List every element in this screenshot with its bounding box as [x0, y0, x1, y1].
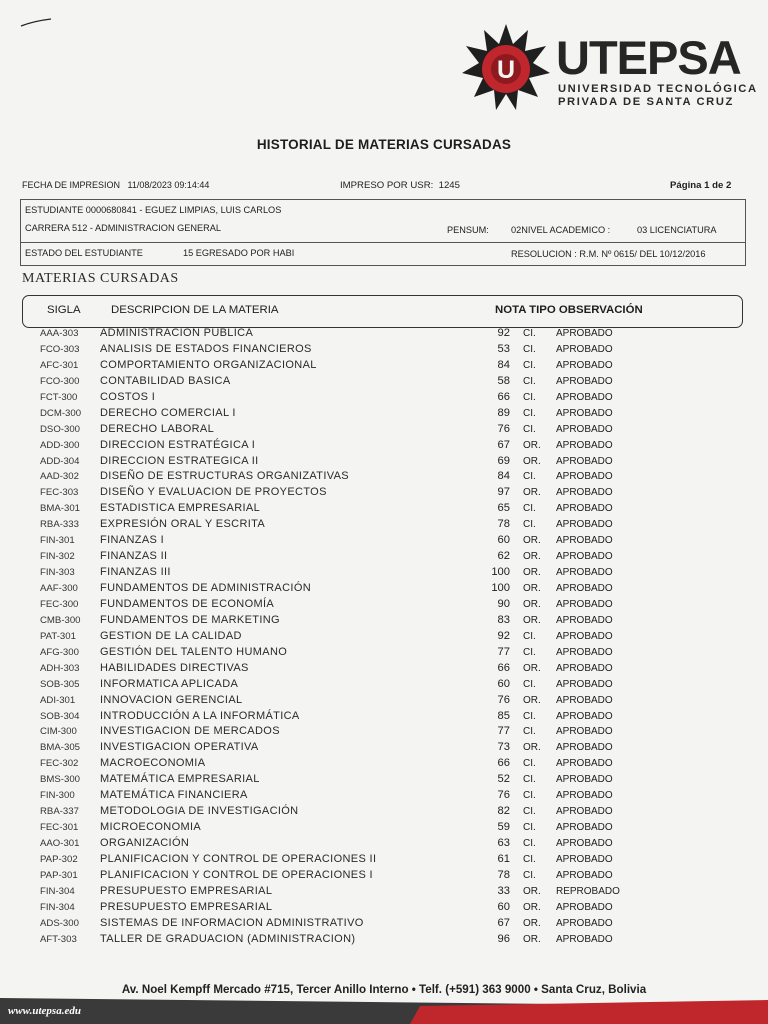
subject-name: PLANIFICACION Y CONTROL DE OPERACIONES II	[100, 852, 377, 865]
subject-status: APROBADO	[556, 375, 613, 387]
student-info-box	[20, 199, 746, 266]
table-row	[0, 916, 768, 932]
subject-grade: 63	[497, 837, 510, 849]
subject-grade: 82	[497, 805, 510, 818]
subject-type: CI.	[523, 774, 536, 786]
subject-status: APROBADO	[556, 646, 613, 658]
logo-subtitle-line1: UNIVERSIDAD TECNOLÓGICA	[558, 83, 758, 95]
subject-name: ORGANIZACIÓN	[100, 837, 190, 849]
degree-level: 03 LICENCIATURA	[637, 225, 717, 235]
subject-code: FEC-300	[40, 598, 79, 610]
subject-status: APROBADO	[556, 407, 613, 419]
printed-by	[340, 180, 460, 191]
pen-mark	[20, 18, 52, 28]
subject-status: APROBADO	[556, 471, 613, 483]
academic-level: 02NIVEL ACADEMICO :	[511, 225, 611, 235]
subject-code: FCO-303	[40, 343, 80, 355]
subject-code: RBA-337	[40, 806, 79, 818]
subject-code: FCO-300	[40, 375, 80, 387]
subject-name: DIRECCION ESTRATÉGICA I	[100, 438, 256, 451]
subject-grade: 92	[497, 327, 510, 339]
subject-grade: 96	[497, 932, 510, 945]
print-date-value: 11/08/2023 09:14:44	[127, 180, 210, 190]
utepsa-logo	[462, 22, 758, 114]
column-nota-tipo-observacion: NOTA TIPO OBSERVACIÓN	[495, 304, 643, 316]
table-header	[22, 295, 743, 328]
subjects-table	[0, 326, 768, 948]
table-row	[0, 724, 768, 740]
subject-name: COMPORTAMIENTO ORGANIZACIONAL	[100, 358, 317, 371]
subject-code: BMA-301	[40, 503, 80, 515]
subject-type: CI.	[523, 822, 536, 834]
subject-name: INVESTIGACION OPERATIVA	[100, 741, 259, 754]
subject-grade: 60	[497, 677, 510, 690]
table-row	[0, 501, 768, 517]
subject-name: MATEMÁTICA EMPRESARIAL	[100, 773, 260, 786]
subject-grade: 73	[497, 741, 510, 754]
subject-type: OR.	[523, 583, 541, 594]
subject-grade: 60	[497, 900, 510, 913]
subject-grade: 90	[497, 597, 510, 610]
student-career: CARRERA 512 - ADMINISTRACION GENERAL	[25, 223, 222, 233]
subject-name: SISTEMAS DE INFORMACION ADMINISTRATIVO	[100, 916, 364, 929]
subject-type: OR.	[523, 598, 541, 610]
subject-status: APROBADO	[556, 567, 613, 579]
table-row	[0, 709, 768, 725]
student-status-label: ESTADO DEL ESTUDIANTE	[25, 248, 143, 258]
subject-status: APROBADO	[556, 678, 613, 690]
subject-code: CMB-300	[40, 614, 81, 626]
subject-status: APROBADO	[556, 806, 613, 818]
table-row	[0, 374, 768, 390]
subject-type: OR.	[523, 487, 541, 499]
subject-status: APROBADO	[556, 790, 613, 802]
footer-address: Av. Noel Kempff Mercado #715, Tercer Anillo Interno • Telf. (+591) 363 9000 • Santa Cruz, Bolivia	[121, 983, 647, 996]
column-descripcion: DESCRIPCION DE LA MATERIA	[111, 304, 279, 316]
subject-grade: 60	[497, 534, 510, 547]
subject-grade: 53	[497, 342, 510, 355]
subject-code: SOB-305	[40, 678, 80, 690]
page-number: Página 1 de 2	[670, 180, 732, 191]
subject-code: FIN-304	[40, 901, 75, 913]
subject-type: CI.	[523, 630, 536, 642]
subject-grade: 52	[497, 773, 510, 786]
subject-name: MATEMÁTICA FINANCIERA	[100, 789, 248, 802]
subject-type: CI.	[523, 678, 536, 690]
subject-status: APROBADO	[556, 343, 613, 355]
subject-name: PRESUPUESTO EMPRESARIAL	[100, 884, 273, 897]
subject-type: CI.	[523, 838, 536, 849]
subject-type: OR.	[523, 917, 541, 929]
subject-grade: 76	[497, 422, 510, 435]
logo-subtitle-line2: PRIVADA DE SANTA CRUZ	[558, 96, 734, 108]
subject-status: APROBADO	[556, 455, 613, 467]
subject-type: OR.	[523, 614, 541, 626]
subject-name: PLANIFICACION Y CONTROL DE OPERACIONES I	[100, 868, 373, 881]
subject-type: OR.	[523, 567, 541, 579]
subject-type: OR.	[523, 535, 541, 547]
subject-status: APROBADO	[556, 742, 613, 754]
subject-grade: 76	[497, 789, 510, 802]
subject-grade: 97	[497, 486, 510, 499]
table-row	[0, 422, 768, 438]
subject-code: FEC-301	[40, 822, 79, 834]
subject-name: CONTABILIDAD BASICA	[100, 374, 231, 387]
table-row	[0, 485, 768, 501]
printed-by-label: IMPRESO POR USR:	[340, 180, 434, 191]
table-row	[0, 693, 768, 709]
subject-code: PAP-301	[40, 869, 78, 881]
subject-name: FUNDAMENTOS DE ECONOMÍA	[100, 597, 275, 610]
subject-status: APROBADO	[556, 487, 613, 499]
subject-grade: 67	[497, 438, 510, 451]
subject-grade: 89	[497, 406, 510, 419]
subject-type: OR.	[523, 551, 541, 563]
subject-code: PAP-302	[40, 853, 78, 865]
table-row	[0, 597, 768, 613]
table-row	[0, 358, 768, 374]
subject-name: GESTION DE LA CALIDAD	[100, 629, 242, 642]
subject-grade: 83	[497, 613, 510, 626]
table-row	[0, 645, 768, 661]
subject-type: CI.	[523, 423, 536, 435]
table-row	[0, 549, 768, 565]
logo-wordmark: UTEPSA	[556, 31, 741, 84]
subject-grade: 100	[491, 582, 510, 594]
resolution: RESOLUCION : R.M. Nº 0615/ DEL 10/12/2016	[511, 249, 706, 259]
subject-type: CI.	[523, 726, 536, 738]
table-row	[0, 533, 768, 549]
subject-code: AAA-303	[40, 328, 79, 339]
subject-code: AFC-301	[40, 359, 79, 371]
subject-type: OR.	[523, 885, 541, 897]
subject-code: FIN-304	[40, 885, 75, 897]
subject-name: DISEÑO DE ESTRUCTURAS ORGANIZATIVAS	[100, 470, 349, 483]
subject-status: APROBADO	[556, 423, 613, 435]
subject-name: INFORMATICA APLICADA	[100, 677, 239, 690]
subject-type: CI.	[523, 407, 536, 419]
subject-name: ANALISIS DE ESTADOS FINANCIEROS	[100, 342, 312, 355]
subject-grade: 84	[497, 358, 510, 371]
print-date	[22, 180, 209, 190]
subject-grade: 62	[497, 550, 510, 563]
table-row	[0, 868, 768, 884]
subject-name: PRESUPUESTO EMPRESARIAL	[100, 900, 273, 913]
subject-name: FUNDAMENTOS DE MARKETING	[100, 613, 280, 626]
subject-code: DCM-300	[40, 407, 82, 419]
subject-type: CI.	[523, 328, 536, 339]
subject-name: GESTIÓN DEL TALENTO HUMANO	[100, 645, 288, 658]
subject-name: DERECHO LABORAL	[100, 422, 215, 435]
subject-name: TALLER DE GRADUACION (ADMINISTRACION)	[100, 932, 356, 945]
table-row	[0, 342, 768, 358]
subject-type: CI.	[523, 391, 536, 403]
subject-code: AAO-301	[40, 838, 80, 849]
subject-type: OR.	[523, 742, 541, 754]
document-title: HISTORIAL DE MATERIAS CURSADAS	[256, 137, 512, 152]
subject-type: CI.	[523, 806, 536, 818]
table-row	[0, 613, 768, 629]
table-row	[0, 390, 768, 406]
logo-mark-letter: U	[496, 56, 516, 84]
table-row	[0, 661, 768, 677]
subject-status: APROBADO	[556, 535, 613, 547]
subject-status: APROBADO	[556, 694, 613, 706]
subject-status: APROBADO	[556, 710, 613, 722]
table-row	[0, 677, 768, 693]
table-row	[0, 772, 768, 788]
subject-status: APROBADO	[556, 519, 613, 531]
subject-name: MACROECONOMIA	[100, 757, 206, 770]
subject-grade: 67	[497, 916, 510, 929]
student-name: ESTUDIANTE 0000680841 - EGUEZ LIMPIAS, LUIS CARLOS	[25, 205, 282, 215]
subject-grade: 77	[497, 645, 510, 658]
subject-status: APROBADO	[556, 598, 613, 610]
subject-name: INTRODUCCIÓN A LA INFORMÁTICA	[100, 709, 300, 722]
subject-name: FINANZAS II	[100, 550, 168, 563]
subject-status: APROBADO	[556, 503, 613, 515]
table-row	[0, 740, 768, 756]
subject-grade: 77	[497, 725, 510, 738]
subject-status: APROBADO	[556, 838, 613, 849]
subject-grade: 66	[497, 390, 510, 403]
subject-type: OR.	[523, 933, 541, 945]
subject-code: ADH-303	[40, 662, 80, 674]
subject-grade: 66	[497, 661, 510, 674]
subject-status: APROBADO	[556, 662, 613, 674]
subject-code: RBA-333	[40, 519, 79, 531]
table-row	[0, 326, 768, 342]
subject-grade: 92	[497, 629, 510, 642]
subject-code: BMA-305	[40, 742, 80, 754]
table-row	[0, 900, 768, 916]
subject-type: CI.	[523, 790, 536, 802]
subject-code: AAD-302	[40, 471, 79, 483]
subject-name: ADMINISTRACION PUBLICA	[100, 327, 254, 339]
subject-name: EXPRESIÓN ORAL Y ESCRITA	[100, 518, 266, 531]
subject-code: DSO-300	[40, 423, 80, 435]
footer-website-link[interactable]: www.utepsa.edu	[8, 1005, 81, 1017]
table-row	[0, 804, 768, 820]
utepsa-star-icon	[462, 22, 550, 112]
section-heading: MATERIAS CURSADAS	[22, 271, 179, 286]
subject-grade: 66	[497, 757, 510, 770]
subject-code: AFG-300	[40, 646, 79, 658]
table-row	[0, 788, 768, 804]
subject-code: AFT-303	[40, 933, 77, 945]
student-status-value: 15 EGRESADO POR HABI	[183, 248, 295, 258]
subject-status: APROBADO	[556, 359, 613, 371]
table-row	[0, 884, 768, 900]
subject-type: CI.	[523, 343, 536, 355]
subject-code: FIN-303	[40, 567, 75, 579]
table-row	[0, 756, 768, 772]
subject-grade: 85	[497, 709, 510, 722]
subject-code: FIN-300	[40, 790, 75, 802]
subject-type: CI.	[523, 503, 536, 515]
subject-status: APROBADO	[556, 869, 613, 881]
subject-grade: 65	[497, 502, 510, 515]
table-row	[0, 469, 768, 485]
subject-status: APROBADO	[556, 391, 613, 403]
column-sigla: SIGLA	[47, 304, 81, 316]
subject-status: APROBADO	[556, 901, 613, 913]
printed-by-value: 1245	[438, 180, 460, 191]
subject-code: FEC-303	[40, 487, 79, 499]
subject-type: CI.	[523, 853, 536, 865]
subject-code: ADI-301	[40, 694, 76, 706]
subject-name: FINANZAS III	[100, 566, 171, 579]
subject-grade: 69	[497, 454, 510, 467]
subject-type: CI.	[523, 519, 536, 531]
subject-code: FIN-301	[40, 535, 75, 547]
subject-type: CI.	[523, 375, 536, 387]
subject-name: ESTADISTICA EMPRESARIAL	[100, 502, 261, 515]
table-row	[0, 565, 768, 581]
subject-name: COSTOS I	[100, 390, 156, 403]
table-row	[0, 836, 768, 852]
subject-grade: 33	[497, 884, 510, 897]
subject-type: CI.	[523, 471, 536, 483]
logo-subtitle	[558, 83, 758, 109]
subject-code: PAT-301	[40, 630, 76, 642]
subject-grade: 76	[497, 693, 510, 706]
subject-name: DERECHO COMERCIAL I	[100, 406, 236, 419]
subject-name: MICROECONOMIA	[100, 821, 202, 834]
subject-grade: 59	[497, 821, 510, 834]
subject-status: APROBADO	[556, 630, 613, 642]
table-row	[0, 438, 768, 454]
subject-name: HABILIDADES DIRECTIVAS	[100, 661, 249, 674]
subject-name: INNOVACION GERENCIAL	[100, 693, 243, 706]
table-row	[0, 629, 768, 645]
subject-name: FINANZAS I	[100, 534, 165, 547]
subject-name: FUNDAMENTOS DE ADMINISTRACIÓN	[100, 582, 312, 594]
subject-status: APROBADO	[556, 439, 613, 451]
subject-status: APROBADO	[556, 758, 613, 770]
subject-code: SOB-304	[40, 710, 80, 722]
subject-code: FCT-300	[40, 391, 78, 403]
table-row	[0, 932, 768, 948]
table-row	[0, 454, 768, 470]
subject-grade: 78	[497, 518, 510, 531]
subject-status: APROBADO	[556, 774, 613, 786]
subject-status: APROBADO	[556, 853, 613, 865]
subject-name: DIRECCION ESTRATEGICA II	[100, 454, 259, 467]
subject-type: CI.	[523, 758, 536, 770]
subject-status: APROBADO	[556, 551, 613, 563]
table-row	[0, 517, 768, 533]
subject-type: OR.	[523, 439, 541, 451]
subject-type: OR.	[523, 662, 541, 674]
subject-status: APROBADO	[556, 822, 613, 834]
subject-grade: 84	[497, 470, 510, 483]
subject-status: APROBADO	[556, 917, 613, 929]
subject-name: METODOLOGIA DE INVESTIGACIÓN	[100, 805, 299, 818]
subject-code: CIM-300	[40, 726, 77, 738]
subject-type: OR.	[523, 455, 541, 467]
subject-type: CI.	[523, 869, 536, 881]
subject-grade: 78	[497, 868, 510, 881]
table-row	[0, 406, 768, 422]
subject-code: AAF-300	[40, 583, 78, 594]
subject-type: CI.	[523, 710, 536, 722]
subject-grade: 58	[497, 374, 510, 387]
subject-status: APROBADO	[556, 614, 613, 626]
subject-code: ADD-304	[40, 455, 80, 467]
footer-band	[0, 998, 768, 1024]
subject-status: APROBADO	[556, 328, 613, 339]
info-divider	[21, 242, 745, 243]
subject-status: REPROBADO	[556, 885, 620, 897]
subject-code: BMS-300	[40, 774, 80, 786]
subject-type: CI.	[523, 359, 536, 371]
print-date-label: FECHA DE IMPRESION	[22, 180, 121, 190]
subject-code: FEC-302	[40, 758, 79, 770]
subject-code: ADD-300	[40, 439, 80, 451]
subject-status: APROBADO	[556, 726, 613, 738]
table-row	[0, 852, 768, 868]
subject-code: ADS-300	[40, 917, 79, 929]
subject-type: OR.	[523, 694, 541, 706]
subject-name: DISEÑO Y EVALUACION DE PROYECTOS	[100, 486, 327, 499]
subject-code: FIN-302	[40, 551, 75, 563]
subject-type: CI.	[523, 646, 536, 658]
table-row	[0, 820, 768, 836]
subject-grade: 100	[491, 566, 510, 579]
subject-type: OR.	[523, 901, 541, 913]
subject-status: APROBADO	[556, 583, 613, 594]
table-row	[0, 581, 768, 597]
subject-name: INVESTIGACION DE MERCADOS	[100, 725, 280, 738]
pensum-label: PENSUM:	[447, 225, 489, 235]
subject-grade: 61	[497, 852, 510, 865]
subject-status: APROBADO	[556, 933, 613, 945]
